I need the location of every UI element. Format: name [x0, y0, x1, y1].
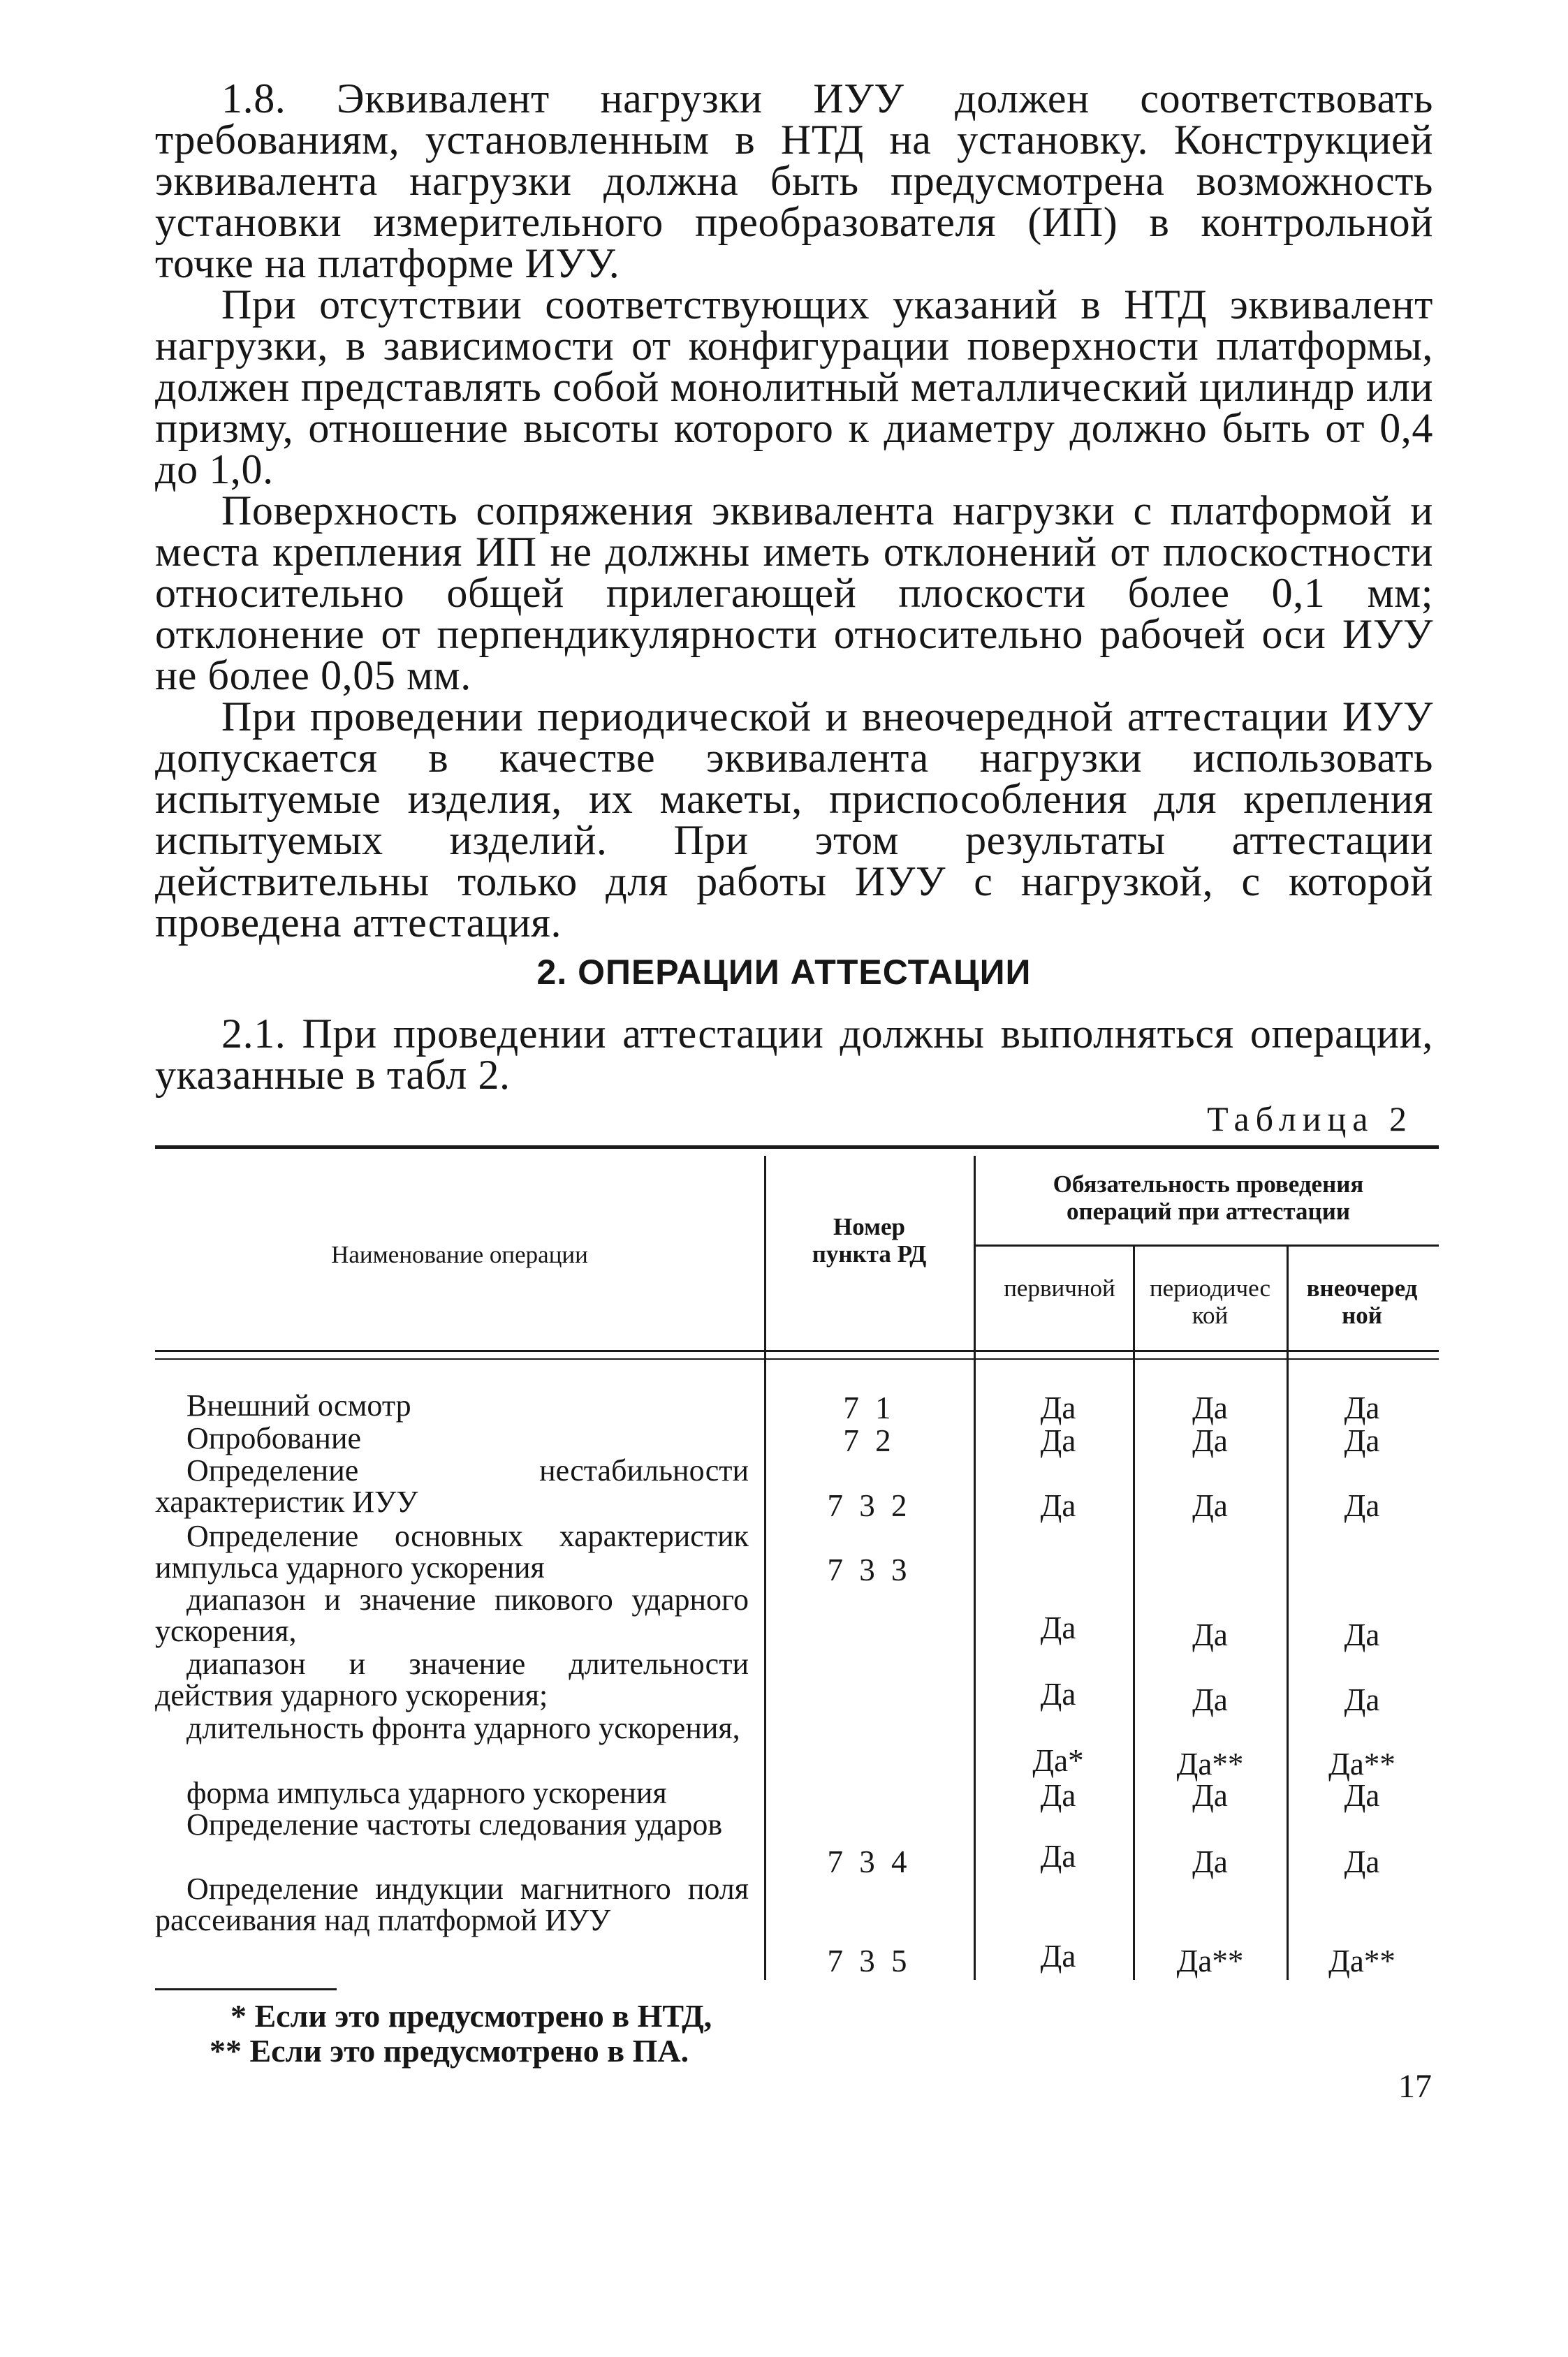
row-periodic-7: Да** [1176, 1747, 1244, 1782]
header-obligation-group: Обязательность проведения операций при аттестации [1053, 1170, 1364, 1226]
row-extra-5: Да [1344, 1617, 1380, 1652]
table-header-bottom-rule-2 [155, 1358, 1439, 1360]
row-extra-7: Да** [1328, 1747, 1395, 1782]
row-extra-8: Да [1344, 1778, 1380, 1813]
row-name-8: форма импульса ударного ускорения [186, 1776, 667, 1810]
paragraph-absence: При отсутствии соответствующих указаний в НТД эквивалент нагрузки, в зависимости от конфигурации поверхности платформы, должен представлять собой монолитный металлический цилиндр или призму, отношение высоты которого к диаметру должно быть от 0,4 до 1,0. [155, 281, 1433, 492]
row-primary-3: Да [1040, 1488, 1076, 1523]
paragraph-1-8: 1.8. Эквивалент нагрузки ИУУ должен соответствовать требованиям, установленным в НТД на установку. Конструкцией эквивалента нагрузки должна быть предусмотрена возможность установки измерительного преобразователя (ИП) в контрольной точке на платформе ИУУ. [155, 75, 1433, 286]
row-primary-10: Да [1040, 1939, 1076, 1974]
row-periodic-1: Да [1192, 1390, 1228, 1425]
table-caption: Таблица 2 [1207, 1099, 1413, 1138]
header-extra: внеочередной [1306, 1275, 1418, 1330]
row-extra-2: Да [1344, 1423, 1380, 1458]
header-operation-name: Наименование операции [331, 1241, 588, 1268]
row-primary-2: Да [1040, 1423, 1076, 1458]
row-rd-3: 7 3 2 [827, 1488, 911, 1523]
row-primary-8: Да [1040, 1778, 1076, 1813]
row-name-3: Определение нестабильности характеристик ИУУ [155, 1453, 749, 1520]
header-rd-number: Номер пункта РД [812, 1213, 927, 1268]
row-extra-3: Да [1344, 1488, 1380, 1523]
row-periodic-2: Да [1192, 1423, 1228, 1458]
header-periodic: периодической [1149, 1275, 1271, 1330]
row-primary-7: Да* [1032, 1743, 1084, 1778]
footnote-2: ** Если это предусмотрено в ПА. [210, 2033, 689, 2069]
row-name-7: длительность фронта ударного ускорения, [186, 1711, 740, 1745]
row-rd-9: 7 3 4 [827, 1844, 911, 1879]
paragraph-periodic: При проведении периодической и внеочередной аттестации ИУУ допускается в качестве эквивалента нагрузки использовать испытуемые изделия, их макеты, приспособления для крепления испытуемых изделий. При этом результаты аттестации действительны только для работы ИУУ с нагрузкой, с которой проведена аттестация. [155, 693, 1433, 946]
row-name-9: Определение частоты следования ударов [186, 1807, 723, 1842]
header-primary: первичной [1004, 1275, 1115, 1302]
row-name-4: Определение основных характеристик импульса ударного ускорения [155, 1519, 749, 1585]
row-extra-6: Да [1344, 1682, 1380, 1717]
footnote-rule [155, 1988, 337, 1990]
row-name-2: Опробование [186, 1421, 362, 1455]
row-name-5: диапазон и значение пикового ударного ускорения, [155, 1583, 749, 1649]
row-name-10: Определение индукции магнитного поля рассеивания над платформой ИУУ [155, 1872, 749, 1938]
row-name-1: Внешний осмотр [186, 1388, 411, 1423]
row-rd-2: 7 2 [843, 1423, 895, 1458]
row-extra-1: Да [1344, 1390, 1380, 1425]
paragraph-2-1: 2.1. При проведении аттестации должны выполняться операции, указанные в табл 2. [155, 1011, 1433, 1098]
row-extra-9: Да [1344, 1844, 1380, 1879]
row-rd-10: 7 3 5 [827, 1944, 911, 1978]
row-periodic-6: Да [1192, 1682, 1228, 1717]
row-primary-5: Да [1040, 1610, 1076, 1645]
row-periodic-3: Да [1192, 1488, 1228, 1523]
table-header-bottom-rule [155, 1350, 1439, 1352]
table-vline-2 [974, 1156, 976, 1980]
row-primary-6: Да [1040, 1677, 1076, 1712]
row-extra-10: Да** [1328, 1944, 1395, 1978]
paragraph-surface: Поверхность сопряжения эквивалента нагрузки с платформой и места крепления ИП не должны иметь отклонений от плоскостности относительно общей прилегающей плоскости более 0,1 мм; отклонение от перпендикулярности относительно рабочей оси ИУУ не более 0,05 мм. [155, 487, 1433, 698]
row-periodic-10: Да** [1176, 1944, 1244, 1978]
page-number: 17 [1398, 2068, 1432, 2105]
row-periodic-9: Да [1192, 1844, 1228, 1879]
row-name-6: диапазон и значение длительности действия ударного ускорения; [155, 1647, 749, 1713]
footnote-1: * Если это предусмотрено в НТД, [230, 1998, 712, 2034]
section-title: 2. ОПЕРАЦИИ АТТЕСТАЦИИ [536, 953, 1032, 992]
row-rd-1: 7 1 [843, 1390, 895, 1425]
row-rd-4: 7 3 3 [827, 1552, 911, 1587]
row-primary-9: Да [1040, 1839, 1076, 1874]
table-top-rule [155, 1145, 1439, 1149]
row-periodic-5: Да [1192, 1617, 1228, 1652]
table-group-rule [976, 1244, 1439, 1247]
row-primary-1: Да [1040, 1390, 1076, 1425]
row-periodic-8: Да [1192, 1778, 1228, 1813]
